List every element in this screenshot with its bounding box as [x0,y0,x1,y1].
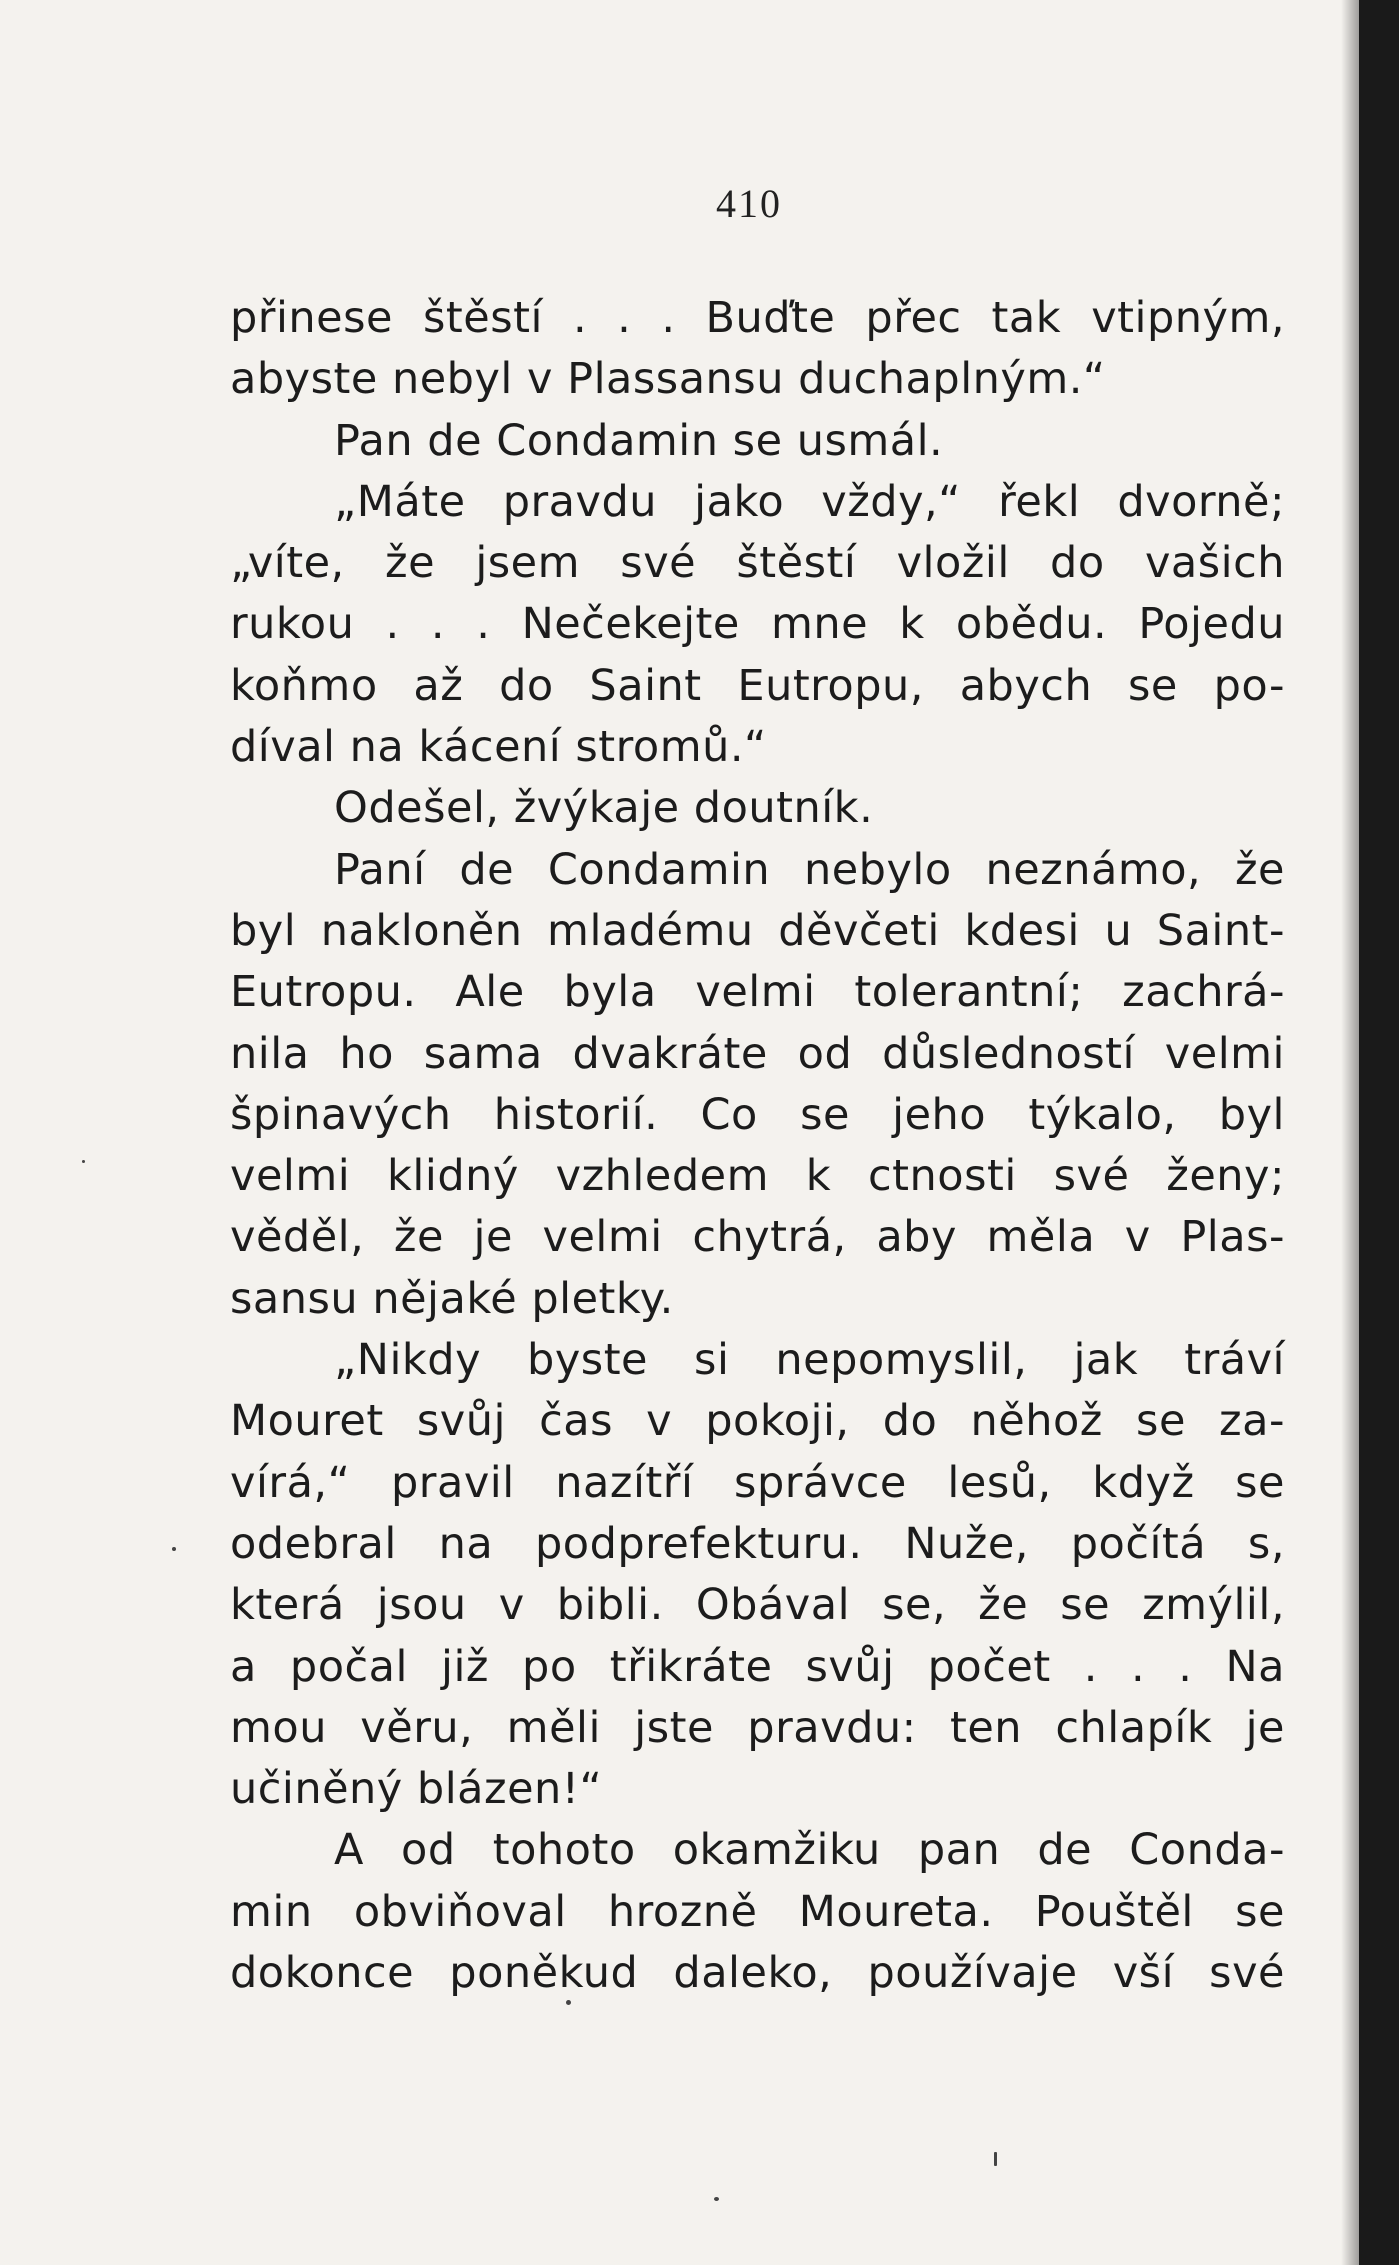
body-text [230,288,1285,2004]
text-line: mou věru, měli jste pravdu: ten chlapík je [230,1702,1285,1753]
text-line: která jsou v bibli. Obával se, že se zmýlil, [230,1580,1285,1631]
text-line: Mouret svůj čas v pokoji, do něhož se za- [230,1396,1285,1447]
text-line: věděl, že je velmi chytrá, aby měla v Plas- [230,1212,1285,1263]
text-line: „Nikdy byste si nepomyslil, jak tráví [334,1335,1285,1386]
scan-speck [994,2152,997,2166]
page-edge-shadow [1341,0,1359,2265]
page-number: 410 [716,181,782,226]
text-line: díval na kácení stromů.“ [230,722,767,773]
text-line: A od tohoto okamžiku pan de Conda- [334,1825,1285,1876]
text-line: učiněný blázen!“ [230,1764,603,1815]
scan-speck [714,2197,719,2201]
text-line: rukou . . . Nečekejte mne k obědu. Pojedu [230,599,1285,650]
text-line: vírá,“ pravil nazítří správce lesů, když se [230,1457,1285,1508]
text-line: koňmo až do Saint Eutropu, abych se po- [230,660,1285,711]
scan-dark-edge [1359,0,1399,2265]
text-line: špinavých historií. Co se jeho týkalo, byl [230,1089,1285,1140]
text-line: Paní de Condamin nebylo neznámo, že [334,844,1285,895]
text-line: velmi klidný vzhledem k ctnosti své ženy; [230,1151,1285,1202]
scan-speck [82,1160,85,1163]
text-line: „Máte pravdu jako vždy,“ řekl dvorně; [334,476,1285,527]
text-line: Pan de Condamin se usmál. [334,415,944,466]
text-line: byl nakloněn mladému děvčeti kdesi u Saint- [230,905,1285,956]
text-line: dokonce poněkud daleko, používaje vší své [230,1948,1285,1999]
text-line: abyste nebyl v Plassansu duchaplným.“ [230,354,1106,405]
text-line: odebral na podprefekturu. Nuže, počítá s, [230,1518,1285,1569]
text-line: sansu nějaké pletky. [230,1273,674,1324]
text-line: „víte, že jsem své štěstí vložil do vašich [230,538,1285,589]
text-line: nila ho sama dvakráte od důsledností velmi [230,1028,1285,1079]
text-line: Eutropu. Ale byla velmi tolerantní; zachrá- [230,967,1285,1018]
text-line: min obviňoval hrozně Moureta. Pouštěl se [230,1886,1285,1937]
text-line: a počal již po třikráte svůj počet . . . Na [230,1641,1285,1692]
text-line: Odešel, žvýkaje doutník. [334,783,874,834]
text-line: přinese štěstí . . . Buďte přec tak vtipným, [230,293,1285,343]
scan-speck [566,2000,571,2005]
scan-speck [172,1547,176,1551]
